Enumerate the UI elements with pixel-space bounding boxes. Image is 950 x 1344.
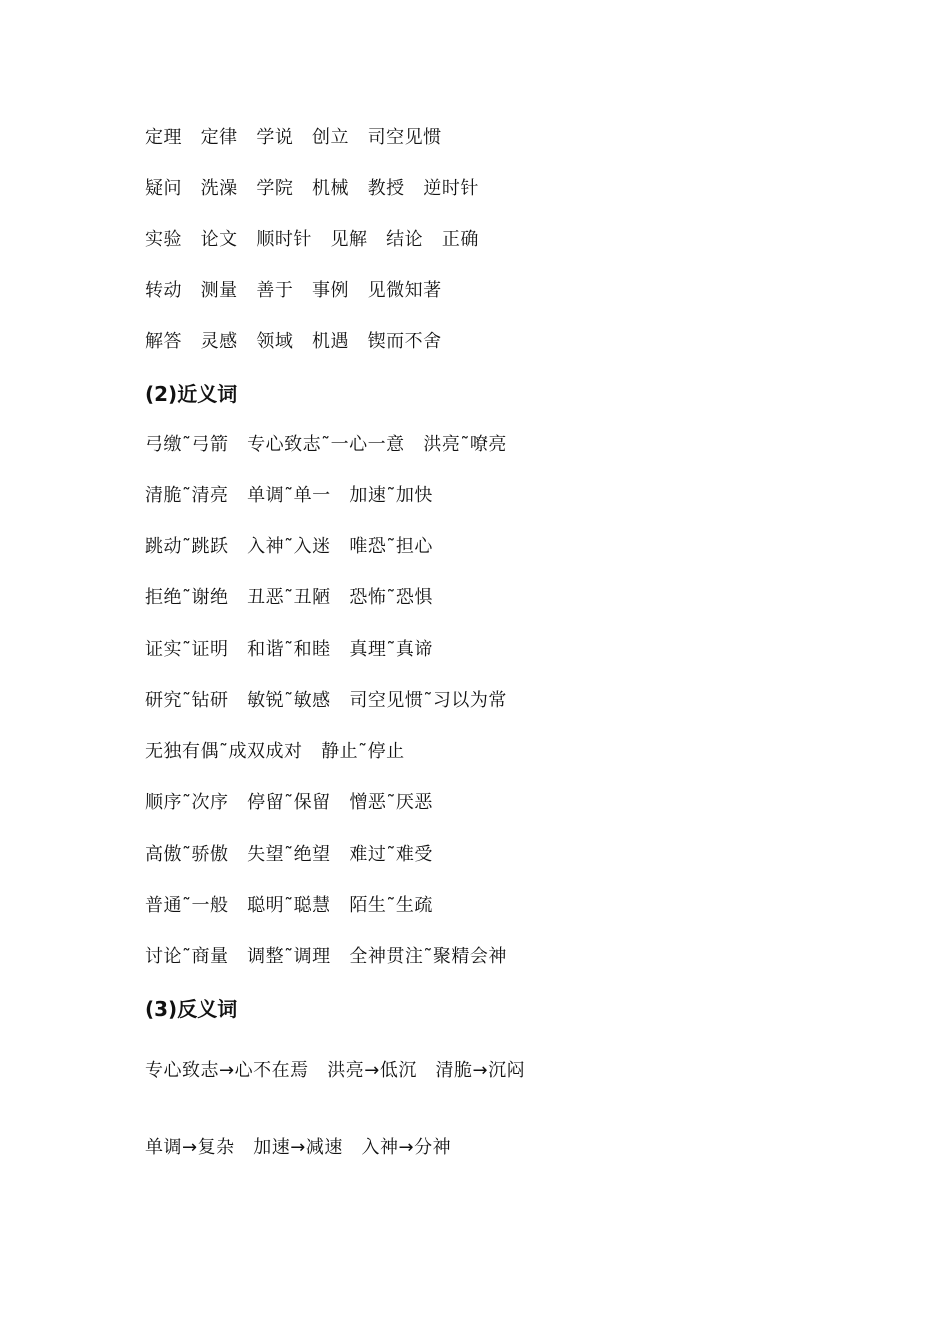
word-line: 定理 定律 学说 创立 司空见惯 bbox=[145, 127, 442, 148]
synonyms-heading: (2)近义词 bbox=[145, 382, 238, 406]
word-line: 解答 灵感 领域 机遇 锲而不舍 bbox=[145, 331, 442, 352]
synonym-line: 跳动˜跳跃 入神˜入迷 唯恐˜担心 bbox=[145, 536, 433, 557]
synonym-line: 证实˜证明 和谐˜和睦 真理˜真谛 bbox=[145, 639, 433, 660]
word-line: 疑问 洗澡 学院 机械 教授 逆时针 bbox=[145, 178, 479, 199]
synonym-line: 普通˜一般 聪明˜聪慧 陌生˜生疏 bbox=[145, 895, 433, 916]
synonym-line: 弓缴˜弓箭 专心致志˜一心一意 洪亮˜嘹亮 bbox=[145, 434, 507, 455]
antonyms-heading: (3)反义词 bbox=[145, 997, 238, 1021]
antonym-line: 单调→复杂 加速→减速 入神→分神 bbox=[145, 1137, 452, 1158]
antonym-line: 专心致志→心不在焉 洪亮→低沉 清脆→沉闷 bbox=[145, 1060, 526, 1081]
synonym-line: 顺序˜次序 停留˜保留 憎恶˜厌恶 bbox=[145, 792, 433, 813]
synonym-line: 研究˜钻研 敏锐˜敏感 司空见惯˜习以为常 bbox=[145, 690, 507, 711]
synonym-line: 讨论˜商量 调整˜调理 全神贯注˜聚精会神 bbox=[145, 946, 507, 967]
synonym-line: 拒绝˜谢绝 丑恶˜丑陋 恐怖˜恐惧 bbox=[145, 587, 433, 608]
word-line: 实验 论文 顺时针 见解 结论 正确 bbox=[145, 229, 479, 250]
synonym-line: 高傲˜骄傲 失望˜绝望 难过˜难受 bbox=[145, 844, 433, 865]
word-line: 转动 测量 善于 事例 见微知著 bbox=[145, 280, 442, 301]
synonym-line: 无独有偶˜成双成对 静止˜停止 bbox=[145, 741, 405, 762]
synonym-line: 清脆˜清亮 单调˜单一 加速˜加快 bbox=[145, 485, 433, 506]
